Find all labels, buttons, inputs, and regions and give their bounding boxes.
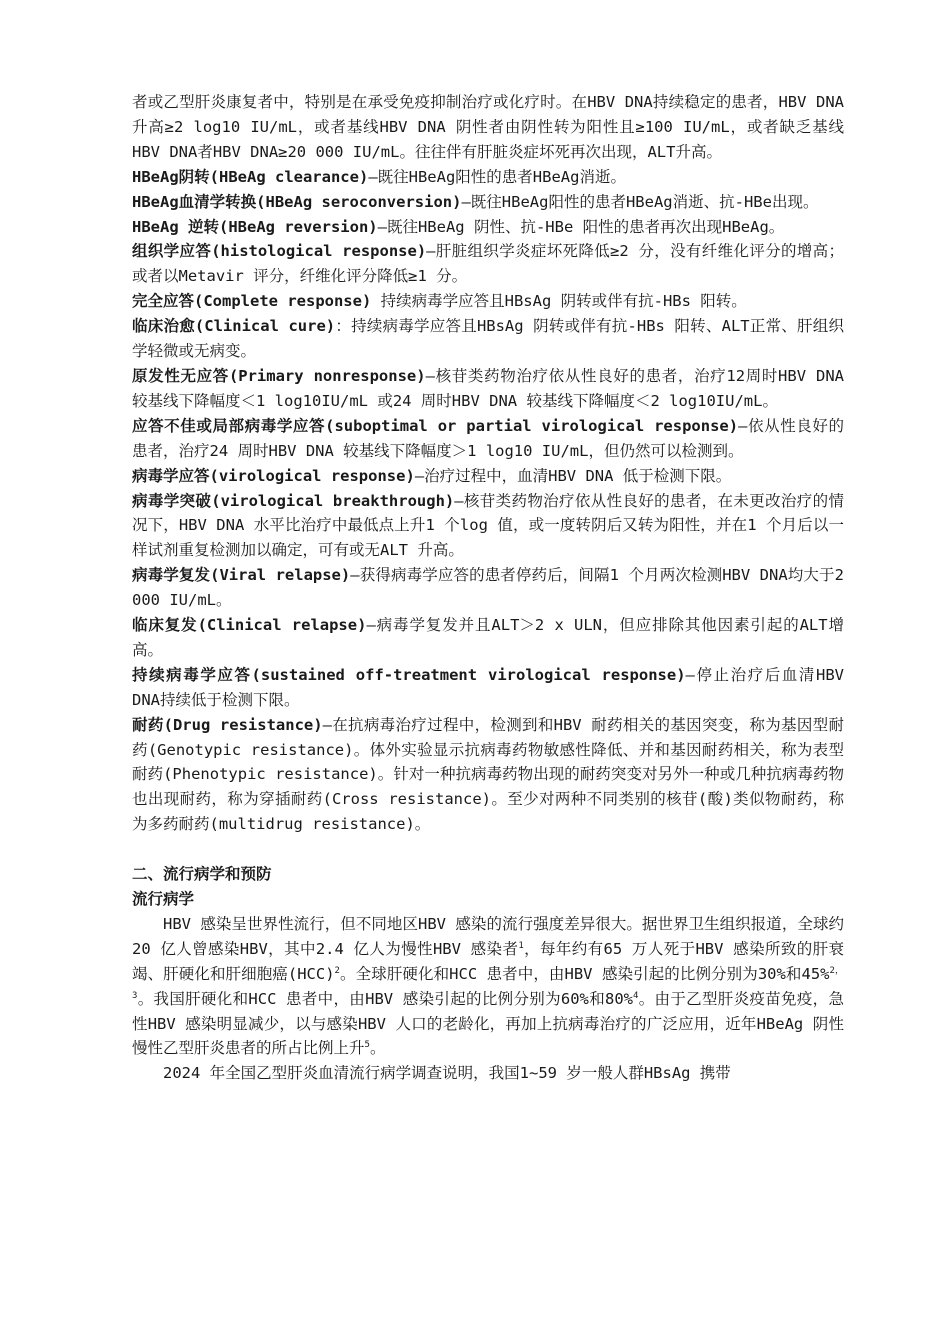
section-spacer (132, 837, 844, 862)
definition-text: —核苷类药物治疗依从性良好的患者，在未更改治疗的情况下，HBV DNA 水平比治疗中最低点上升1 个log 值，或一度转阴后又转为阳性，并在1 个月后以一样试剂重复检测加以确定，可有或无ALT 升高。 (132, 491, 844, 560)
definition-term: HBeAg 逆转(HBeAg reversion) (132, 217, 378, 236)
paragraph-text: 。我国肝硬化和HCC 患者中，由HBV 感染引起的比例分别为60%和80% (137, 989, 633, 1008)
definition-term: 病毒学突破(virological breakthrough) (132, 491, 455, 510)
definition-text: —肝脏组织学炎症坏死降低≥2 分，没有纤维化评分的增高；或者以Metavir 评分，纤维化评分降低≥1 分。 (132, 242, 844, 286)
definition-item (132, 289, 844, 314)
intro-paragraph: 者或乙型肝炎康复者中，特别是在承受免疫抑制治疗或化疗时。在HBV DNA持续稳定的患者，HBV DNA升高≥2 log10 IU/mL，或者基线HBV DNA 阴性者由阴性转为阳性且≥100 IU/mL，或者缺乏基线HBV DNA者HBV DNA≥20 000 IU/mL。往往伴有肝脏炎症坏死再次出现，ALT升高。 (132, 93, 844, 161)
definition-term: 持续病毒学应答(sustained off-treatment virological response) (132, 665, 686, 684)
definition-text: 持续病毒学应答且HBsAg 阴转或伴有抗-HBs 阳转。 (371, 292, 747, 311)
definition-term: 耐药(Drug resistance) (132, 715, 323, 734)
definition-item (132, 613, 844, 663)
paragraph-text: ，每年约有65 万人死于HBV 感染所致的肝衰竭、肝硬化和肝细胞癌(HCC) (132, 939, 844, 983)
definition-item (132, 239, 844, 289)
definition-term: 临床复发(Clinical relapse) (132, 616, 367, 635)
definition-item (132, 165, 844, 190)
section-heading: 二、流行病学和预防 (132, 865, 272, 884)
definition-text: —既往HBeAg阳性的患者HBeAg消逝、抗-HBe出现。 (461, 192, 819, 211)
definition-item (132, 663, 844, 713)
document-body (132, 90, 844, 1086)
citation-ref: 1 (518, 940, 524, 951)
definition-text: —既往HBeAg 阴性、抗-HBe 阳性的患者再次出现HBeAg。 (377, 217, 785, 236)
section-subheading: 流行病学 (132, 889, 195, 908)
definition-text: —依从性良好的患者，治疗24 周时HBV DNA 较基线下降幅度＞1 log10 IU/mL，但仍然可以检测到。 (132, 416, 844, 460)
definition-item (132, 190, 844, 215)
definition-term: 病毒学复发(Viral relapse) (132, 566, 351, 585)
definition-text: ：持续病毒学应答且HBsAg 阴转或伴有抗-HBs 阳转、ALT正常、肝组织学轻微或无病变。 (132, 317, 844, 361)
definition-term: 组织学应答(histological response) (132, 242, 427, 261)
definition-item (132, 464, 844, 489)
paragraph-text: 。由于乙型肝炎疫苗免疫，急性HBV 感染明显减少，以与感染HBV 人口的老龄化，再加上抗病毒治疗的广泛应用，近年HBeAg 阴性慢性乙型肝炎患者的所占比例上升 (132, 989, 844, 1058)
definition-text: —停止治疗后血清HBV DNA持续低于检测下限。 (132, 665, 844, 709)
paragraph-text: 。全球肝硬化和HCC 患者中，由HBV 感染引起的比例分别为30%和45% (339, 964, 830, 983)
definition-text: —病毒学复发并且ALT＞2 x ULN，但应排除其他因素引起的ALT增高。 (132, 616, 844, 659)
definition-text: —获得病毒学应答的患者停药后，间隔1 个月两次检测HBV DNA均大于2 000 IU/mL。 (132, 566, 844, 610)
definition-item (132, 489, 844, 564)
definition-item (132, 563, 844, 613)
definition-item (132, 414, 844, 464)
definition-term: 完全应答(Complete response) (132, 292, 372, 311)
definition-text: —在抗病毒治疗过程中，检测到和HBV 耐药相关的基因突变，称为基因型耐药(Genotypic resistance)。体外实验显示抗病毒药物敏感性降低、并和基因耐药相关，称为表型耐药(Phenotypic resistance)。针对一种抗病毒药物出现的耐药突变对另外一种或几种抗病毒药物也出现耐药，称为穿插耐药(Cross resistance)。至少对两种不同类别的核苷(酸)类似物耐药，称为多药耐药(multidrug resistance)。 (132, 715, 844, 834)
citation-ref: 5 (364, 1040, 370, 1051)
definition-term: HBeAg血清学转换(HBeAg seroconversion) (132, 192, 462, 211)
definition-text: —治疗过程中，血清HBV DNA 低于检测下限。 (414, 466, 732, 485)
definition-item (132, 713, 844, 838)
definition-text: —核苷类药物治疗依从性良好的患者，治疗12周时HBV DNA 较基线下降幅度＜1 log10IU/mL 或24 周时HBV DNA 较基线下降幅度＜2 log10IU/mL。 (132, 366, 845, 410)
definition-item (132, 364, 844, 414)
definition-term: 病毒学应答(virological response) (132, 466, 415, 485)
definition-term: 原发性无应答(Primary nonresponse) (132, 366, 426, 385)
paragraph-text: HBV 感染呈世界性流行，但不同地区HBV 感染的流行强度差异很大。据世界卫生组织报道，全球约20 亿人曾感染HBV，其中2.4 亿人为慢性HBV 感染者 (132, 914, 844, 958)
citation-ref: 4 (633, 990, 639, 1001)
paragraph-text: 。 (369, 1039, 386, 1058)
citation-ref: 2，3 (132, 965, 844, 1001)
definitions-list (132, 165, 844, 837)
epidemiology-paragraph (132, 912, 844, 1061)
citation-ref: 2 (334, 965, 340, 976)
definition-item (132, 314, 844, 364)
survey-paragraph: 2024 年全国乙型肝炎血清流行病学调查说明，我国1~59 岁一般人群HBsAg 携带 (163, 1064, 731, 1083)
definition-text: —既往HBeAg阳性的患者HBeAg消逝。 (368, 167, 626, 186)
definition-term: HBeAg阴转(HBeAg clearance) (132, 167, 369, 186)
definition-item (132, 215, 844, 240)
definition-term: 临床治愈(Clinical cure) (132, 317, 336, 336)
definition-term: 应答不佳或局部病毒学应答(suboptimal or partial virological response) (132, 416, 739, 435)
